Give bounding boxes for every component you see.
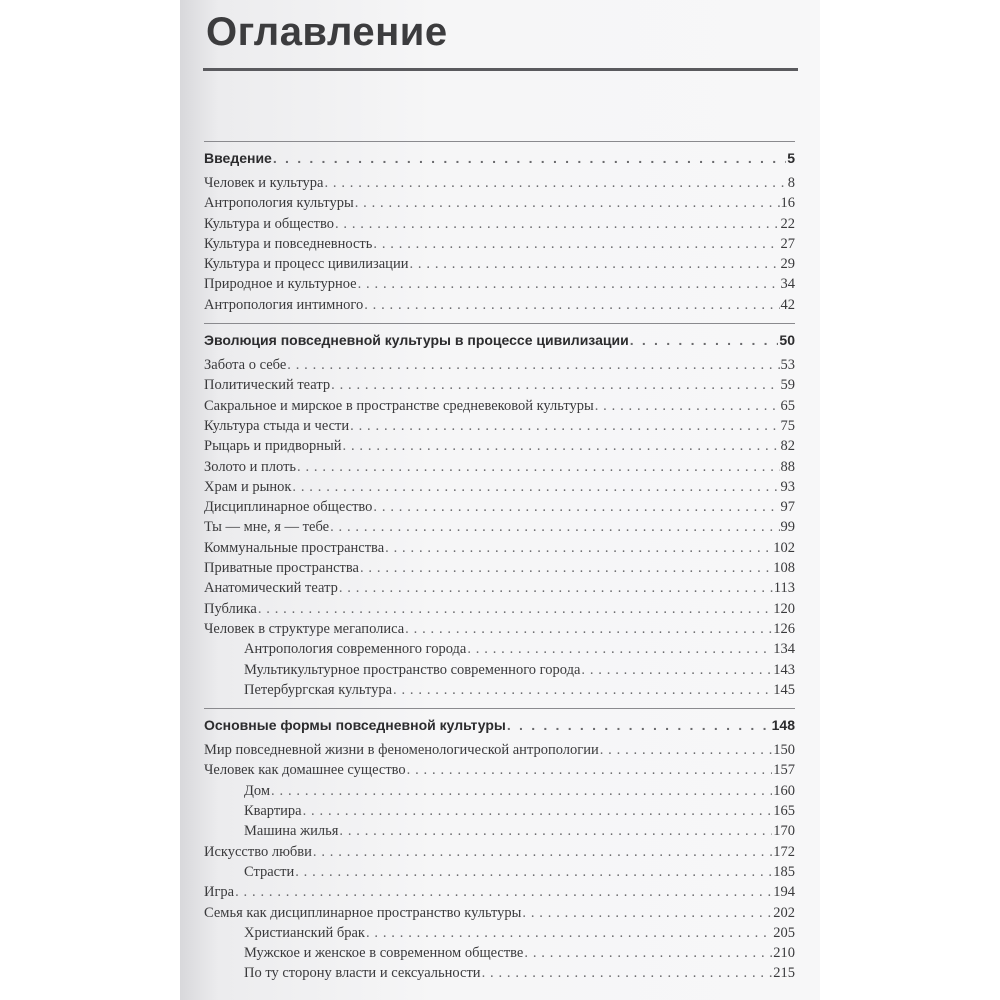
dot-leader [364, 295, 779, 315]
toc-entry-label: Культура и процесс цивилизации [204, 256, 409, 273]
dot-leader [295, 862, 772, 882]
toc-entry[interactable] [204, 801, 795, 821]
toc-entry-label: Природное и культурное [204, 276, 357, 293]
toc-entry[interactable] [204, 477, 795, 497]
toc-page-number: 113 [773, 580, 795, 597]
toc-page-number: 8 [787, 175, 795, 191]
dot-leader [330, 517, 779, 537]
toc-entry[interactable] [204, 274, 795, 294]
toc-page-number: 75 [780, 417, 795, 434]
dot-leader [331, 375, 779, 395]
dot-leader [405, 619, 772, 639]
toc-entry[interactable] [204, 781, 795, 801]
toc-entry[interactable] [204, 375, 795, 395]
toc-entry-label: Петербургская культура [244, 681, 393, 698]
dot-leader [581, 660, 772, 680]
dot-leader [313, 842, 772, 862]
dot-leader [350, 416, 779, 436]
toc-entry-label: Анатомический театр [204, 580, 338, 597]
toc-entry[interactable] [204, 619, 795, 639]
toc-page-number: 150 [773, 742, 795, 759]
toc-page-number: 165 [773, 803, 795, 820]
dot-leader [482, 963, 773, 983]
toc-page-number: 65 [780, 397, 795, 414]
toc-entry-label: Культура и общество [204, 215, 334, 232]
toc-entry[interactable] [204, 660, 795, 680]
toc-entry[interactable] [204, 416, 795, 436]
dot-leader [271, 781, 772, 801]
toc-entry[interactable] [204, 963, 795, 983]
toc-section-header[interactable] [204, 327, 795, 353]
toc-page-number: 42 [780, 296, 795, 313]
toc-page-number: 194 [773, 884, 795, 901]
toc-entry[interactable] [204, 760, 795, 780]
toc-entry-label: По ту сторону власти и сексуальности [244, 965, 481, 982]
toc-entry[interactable] [204, 923, 795, 943]
toc-entry-label: Дисциплинарное общество [204, 499, 373, 516]
toc-page-number: 108 [773, 560, 795, 577]
toc-entry-label: Публика [204, 600, 257, 617]
dot-leader [366, 923, 772, 943]
toc-page-number: 93 [780, 478, 795, 495]
toc-page-number: 143 [773, 661, 795, 678]
toc-entry[interactable] [204, 497, 795, 517]
toc-page-number: 160 [773, 782, 795, 799]
toc-page-number: 210 [773, 945, 795, 962]
toc-page-number: 172 [773, 843, 795, 860]
toc-entry-label: Человек и культура [204, 175, 324, 191]
toc-entry[interactable] [204, 173, 795, 193]
dot-leader [258, 599, 772, 619]
dot-leader [297, 457, 779, 477]
toc-entry[interactable] [204, 882, 795, 902]
toc-entry[interactable] [204, 295, 795, 315]
toc-page-number: 215 [773, 965, 795, 982]
toc-entry-label: Машина жилья [244, 823, 339, 840]
toc-entry-label: Политический театр [204, 377, 331, 394]
toc-section [204, 141, 795, 315]
toc-entry[interactable] [204, 740, 795, 760]
dot-leader [287, 355, 779, 375]
dot-leader [324, 173, 786, 193]
toc-entry-label: Семья как дисциплинарное пространство культуры [204, 904, 522, 921]
toc-entry[interactable] [204, 355, 795, 375]
dot-leader [273, 145, 786, 171]
toc-page-number: 134 [773, 641, 795, 658]
toc-entry-label: Эволюция повседневной культуры в процессе цивилизации [204, 332, 629, 349]
dot-leader [339, 578, 773, 598]
dot-leader [630, 327, 779, 353]
dot-leader [292, 477, 779, 497]
toc-entry-label: Квартира [244, 803, 302, 820]
toc-entry[interactable] [204, 599, 795, 619]
toc-entry[interactable] [204, 842, 795, 862]
toc-page-number: 16 [780, 195, 795, 212]
dot-leader [355, 193, 780, 213]
toc-entry-label: Мужское и женское в современном обществе [244, 945, 524, 962]
toc-entry-label: Человек как домашнее существо [204, 762, 406, 779]
toc-entry-label: Сакральное и мирское в пространстве средневековой культуры [204, 397, 594, 414]
toc-page-number: 145 [773, 681, 795, 698]
toc-page-number: 27 [780, 235, 795, 252]
toc-entry[interactable] [204, 943, 795, 963]
toc-entry[interactable] [204, 558, 795, 578]
toc-entry-label: Мир повседневной жизни в феноменологической антропологии [204, 742, 599, 759]
dot-leader [235, 882, 772, 902]
toc-entry-label: Культура стыда и чести [204, 417, 350, 434]
toc-entry-label: Антропология культуры [204, 195, 354, 212]
toc-entry[interactable] [204, 193, 795, 213]
toc-entry[interactable] [204, 457, 795, 477]
dot-leader [303, 801, 773, 821]
dot-leader [373, 234, 779, 254]
toc-page-number: 126 [773, 620, 795, 637]
toc-page-number: 34 [780, 276, 795, 293]
toc-page-number: 59 [780, 377, 795, 394]
toc-page-number: 53 [780, 357, 795, 374]
dot-leader [507, 712, 771, 738]
toc-page-number: 22 [780, 215, 795, 232]
dot-leader [339, 821, 772, 841]
dot-leader [522, 903, 772, 923]
toc-page-number: 185 [773, 863, 795, 880]
page-title: Оглавление [206, 10, 448, 54]
toc-entry-label: Человек в структуре мегаполиса [204, 620, 405, 637]
toc-page-number: 99 [780, 519, 795, 536]
dot-leader [373, 497, 779, 517]
toc-entry-label: Мультикультурное пространство современного города [244, 661, 581, 678]
toc-page-number: 157 [773, 762, 795, 779]
toc-entry[interactable] [204, 214, 795, 234]
dot-leader [335, 214, 780, 234]
toc-entry[interactable] [204, 396, 795, 416]
toc-page-number: 97 [780, 499, 795, 516]
toc-entry-label: Культура и повседневность [204, 235, 373, 252]
dot-leader [407, 760, 773, 780]
dot-leader [343, 436, 780, 456]
toc-entry[interactable] [204, 436, 795, 456]
toc-page-number: 148 [771, 717, 795, 734]
toc-page-number: 88 [780, 458, 795, 475]
dot-leader [467, 639, 772, 659]
dot-leader [385, 538, 772, 558]
toc-entry[interactable] [204, 639, 795, 659]
toc-entry-label: Искусство любви [204, 843, 312, 860]
toc-entry-label: Приватные пространства [204, 560, 359, 577]
toc-entry-label: Золото и плоть [204, 458, 297, 475]
toc-page-number: 205 [773, 924, 795, 941]
toc-entry[interactable] [204, 517, 795, 537]
toc-page-number: 102 [773, 539, 795, 556]
toc-entry-label: Христианский брак [244, 924, 365, 941]
toc-entry-label: Игра [204, 884, 235, 901]
toc-entry-label: Основные формы повседневной культуры [204, 717, 506, 734]
toc-entry[interactable] [204, 903, 795, 923]
toc-page-number: 202 [773, 904, 795, 921]
dot-leader [393, 680, 772, 700]
toc-entry[interactable] [204, 254, 795, 274]
dot-leader [358, 274, 780, 294]
toc-entry-label: Введение [204, 150, 272, 166]
toc-entry[interactable] [204, 538, 795, 558]
toc-entry[interactable] [204, 862, 795, 882]
toc-section-header[interactable] [204, 145, 795, 171]
toc-page-number: 50 [779, 332, 795, 349]
toc-entry-label: Храм и рынок [204, 478, 292, 495]
toc-entry-label: Ты — мне, я — тебе [204, 519, 330, 536]
toc-page-number: 82 [780, 438, 795, 455]
toc-entry[interactable] [204, 234, 795, 254]
toc-section-header[interactable] [204, 712, 795, 738]
title-rule [203, 68, 798, 71]
dot-leader [524, 943, 772, 963]
dot-leader [360, 558, 772, 578]
toc-page-number: 29 [780, 256, 795, 273]
toc-entry-label: Страсти [244, 863, 295, 880]
toc-section [204, 708, 795, 984]
toc-section [204, 323, 795, 700]
toc-entry-label: Антропология интимного [204, 296, 364, 313]
table-of-contents [204, 141, 795, 984]
dot-leader [600, 740, 773, 760]
toc-entry-label: Рыцарь и придворный [204, 438, 342, 455]
toc-entry-label: Коммунальные пространства [204, 539, 385, 556]
dot-leader [595, 396, 780, 416]
toc-page-number: 120 [773, 600, 795, 617]
toc-entry-label: Антропология современного города [244, 641, 467, 658]
toc-page-number: 5 [787, 150, 795, 166]
dot-leader [409, 254, 779, 274]
toc-entry[interactable] [204, 821, 795, 841]
toc-entry[interactable] [204, 578, 795, 598]
toc-page-number: 170 [773, 823, 795, 840]
toc-entry-label: Дом [244, 782, 271, 799]
toc-entry-label: Забота о себе [204, 357, 287, 374]
toc-entry[interactable] [204, 680, 795, 700]
